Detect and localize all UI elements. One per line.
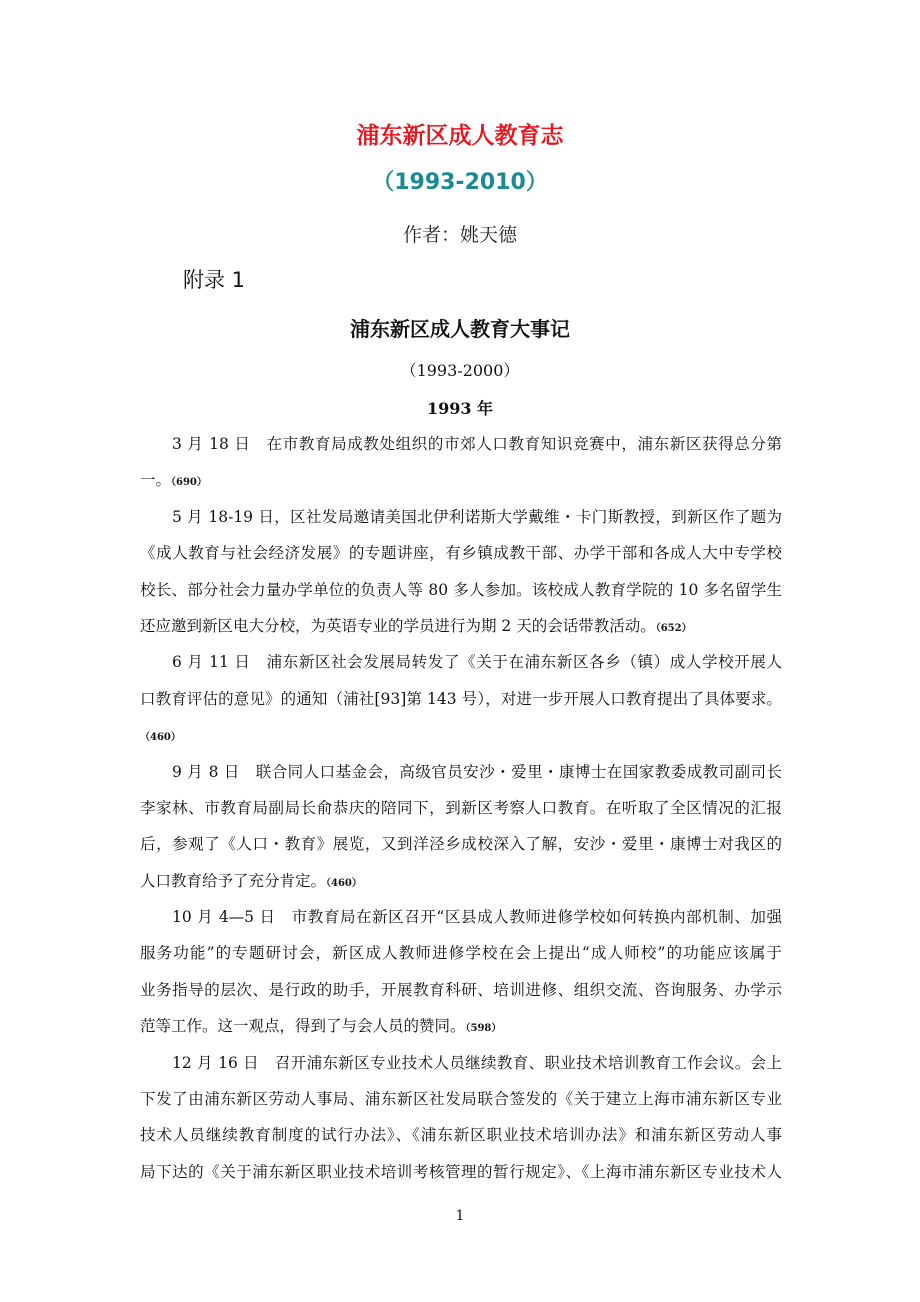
text-line-content: 还应邀到新区电大分校，为英语专业的学员进行为期 2 天的会话带教活动。 [140,616,656,635]
text-line-content: 人口教育给予了充分肯定。 [140,871,327,890]
text-line: 业务指导的层次、是行政的助手，开展教育科研、培训进修、组织交流、咨询服务、办学示 [140,980,782,999]
text-line [140,863,782,899]
text-line: 《成人教育与社会经济发展》的专题讲座，有乡镇成教干部、办学干部和各成人大中专学校 [140,544,782,563]
text-line: 后，参观了《人口・教育》展览，又到洋泾乡成校深入了解，安沙・爱里・康博士对我区的 [140,835,782,854]
text-line: 技术人员继续教育制度的试行办法》、《浦东新区职业技术培训办法》和浦东新区劳动人事 [140,1126,782,1145]
source-citation: （460） [140,732,181,744]
text-line: 下发了由浦东新区劳动人事局、浦东新区社发局联合签发的《关于建立上海市浦东新区专业 [140,1090,782,1109]
year-heading: 1993 年 [426,399,494,418]
document-years: （1993-2010） [372,170,548,195]
text-line: 6 月 11 日 浦东新区社会发展局转发了《关于在浦东新区各乡（镇）成人学校开展人 [172,653,782,672]
text-line: 10 月 4—5 日 市教育局在新区召开“区县成人教师进修学校如何转换内部机制、加强 [172,908,782,927]
page-number: 1 [455,1208,465,1224]
text-line: 口教育评估的意见》的通知（浦社[93]第 143 号），对进一步开展人口教育提出了具体要求。 [140,689,782,708]
text-line [140,1008,782,1044]
text-line: 12 月 16 日 召开浦东新区专业技术人员继续教育、职业技术培训教育工作会议。会上 [172,1053,782,1072]
document-title: 浦东新区成人教育志 [356,123,564,149]
section-heading: 浦东新区成人教育大事记 [350,317,570,341]
source-citation: （690） [171,477,207,489]
text-line: 李家林、市教育局副局长俞恭庆的陪同下，到新区考察人口教育。在听取了全区情况的汇报 [140,798,782,817]
source-citation: （460） [326,877,362,889]
section-range: （1993-2000） [400,361,520,380]
text-line: 3 月 18 日 在市教育局成教处组织的市郊人口教育知识竞赛中，浦东新区获得总分第 [172,435,782,453]
text-line-content: 一。 [140,471,172,490]
appendix-label: 附录 1 [183,268,246,292]
text-line: 5 月 18-19 日，区社发局邀请美国北伊利诺斯大学戴维・卡门斯教授，到新区作了题为 [172,507,782,526]
text-line: 服务功能”的专题研讨会，新区成人教师进修学校在会上提出“成人师校”的功能应该属于 [140,944,782,963]
text-line [140,717,782,753]
text-line [140,608,782,644]
text-line: 局下达的《关于浦东新区职业技术培训考核管理的暂行规定》、《上海市浦东新区专业技术人 [140,1162,782,1181]
document-body [140,426,782,1190]
document-author: 作者：姚天德 [402,224,517,246]
source-citation: （652） [655,622,692,634]
text-line: 9 月 8 日 联合同人口基金会，高级官员安沙・爱里・康博士在国家教委成教司副司长 [172,762,782,781]
text-line: 校长、部分社会力量办学单位的负责人等 80 多人参加。该校成人教育学院的 10 多名留学生 [140,580,782,599]
text-line-content: 范等工作。这一观点，得到了与会人员的赞同。 [140,1017,466,1036]
source-citation: （598） [465,1023,502,1035]
text-line [140,462,782,498]
